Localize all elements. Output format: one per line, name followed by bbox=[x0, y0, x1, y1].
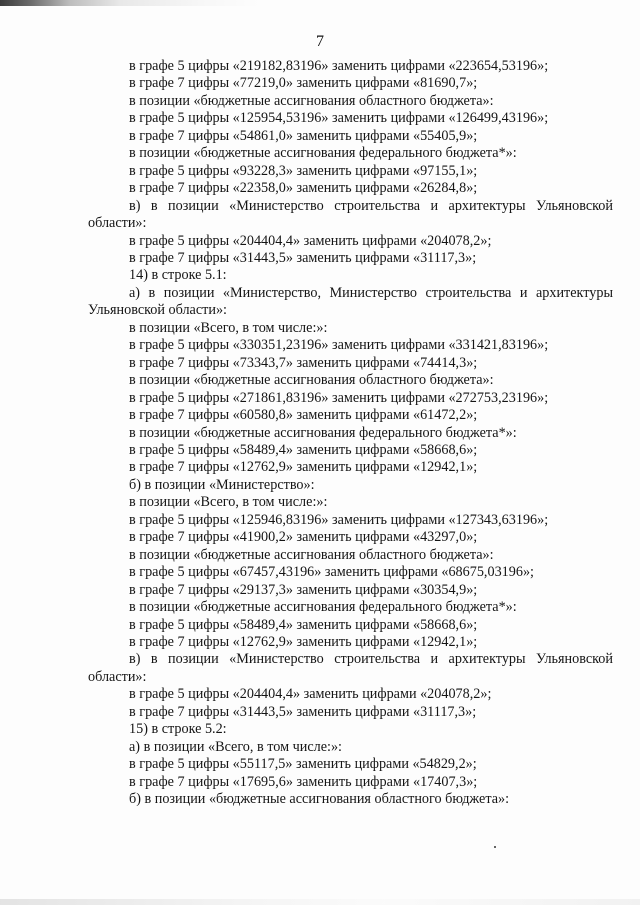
text-line: в графе 5 цифры «204404,4» заменить цифрами «204078,2»; bbox=[129, 686, 492, 703]
text-line: в графе 5 цифры «204404,4» заменить цифрами «204078,2»; bbox=[129, 232, 492, 249]
text-line: в графе 7 цифры «41900,2» заменить цифрами «43297,0»; bbox=[129, 529, 478, 546]
text-line: в графе 7 цифры «31443,5» заменить цифрами «31117,3»; bbox=[129, 249, 477, 266]
text-line: в позиции «бюджетные ассигнования областного бюджета»: bbox=[129, 92, 494, 109]
scan-edge-top bbox=[0, 0, 640, 6]
text-line: в позиции «бюджетные ассигнования областного бюджета»: bbox=[129, 372, 494, 389]
text-line: в графе 7 цифры «17695,6» заменить цифрами «17407,3»; bbox=[129, 773, 478, 790]
text-line: Ульяновской области»: bbox=[88, 302, 227, 319]
text-line: в графе 5 цифры «330351,23196» заменить цифрами «331421,83196»; bbox=[129, 337, 549, 354]
text-line: в графе 5 цифры «271861,83196» заменить цифрами «272753,23196»; bbox=[129, 389, 549, 406]
text-line: в графе 5 цифры «55117,5» заменить цифрами «54829,2»; bbox=[129, 756, 477, 773]
text-line: в позиции «бюджетные ассигнования федерального бюджета*»: bbox=[129, 599, 517, 616]
text-line: в графе 5 цифры «67457,43196» заменить цифрами «68675,03196»; bbox=[129, 564, 534, 581]
text-line: области»: bbox=[88, 215, 147, 232]
text-line: в графе 7 цифры «12762,9» заменить цифрами «12942,1»; bbox=[129, 633, 478, 650]
text-line: в графе 5 цифры «125954,53196» заменить цифрами «126499,43196»; bbox=[129, 110, 549, 127]
text-line: в) в позиции «Министерство строительства и архитектуры Ульяновской bbox=[129, 197, 613, 214]
text-line: в графе 7 цифры «31443,5» заменить цифрами «31117,3»; bbox=[129, 703, 477, 720]
text-line: в) в позиции «Министерство строительства и архитектуры Ульяновской bbox=[129, 651, 613, 668]
text-line: в графе 7 цифры «77219,0» заменить цифрами «81690,7»; bbox=[129, 75, 478, 92]
scan-speck bbox=[494, 846, 496, 848]
text-line: в графе 7 цифры «60580,8» заменить цифрами «61472,2»; bbox=[129, 407, 478, 424]
text-line: в позиции «бюджетные ассигнования федерального бюджета*»: bbox=[129, 145, 517, 162]
text-line: в графе 7 цифры «12762,9» заменить цифрами «12942,1»; bbox=[129, 459, 478, 476]
page-number: 7 bbox=[316, 33, 324, 50]
text-line: в графе 5 цифры «58489,4» заменить цифрами «58668,6»; bbox=[129, 441, 478, 458]
text-line: в графе 5 цифры «125946,83196» заменить цифрами «127343,63196»; bbox=[129, 511, 549, 528]
text-line: области»: bbox=[88, 668, 147, 685]
text-line: в графе 7 цифры «22358,0» заменить цифрами «26284,8»; bbox=[129, 180, 478, 197]
text-line: б) в позиции «бюджетные ассигнования областного бюджета»: bbox=[129, 791, 510, 808]
text-line: в позиции «Всего, в том числе:»: bbox=[129, 494, 328, 511]
text-line: в позиции «бюджетные ассигнования федерального бюджета*»: bbox=[129, 424, 517, 441]
text-line: б) в позиции «Министерство»: bbox=[129, 476, 315, 493]
text-line: в графе 7 цифры «73343,7» заменить цифрами «74414,3»; bbox=[129, 354, 478, 371]
text-line: в графе 5 цифры «219182,83196» заменить цифрами «223654,53196»; bbox=[129, 58, 549, 74]
text-line: в графе 7 цифры «54861,0» заменить цифрами «55405,9»; bbox=[129, 127, 478, 144]
text-line: а) в позиции «Министерство, Министерство строительства и архитектуры bbox=[129, 284, 613, 301]
text-line: в позиции «Всего, в том числе:»: bbox=[129, 319, 328, 336]
text-line: 15) в строке 5.2: bbox=[129, 721, 227, 738]
text-line: 14) в строке 5.1: bbox=[129, 267, 227, 284]
text-line: в графе 5 цифры «93228,3» заменить цифрами «97155,1»; bbox=[129, 162, 478, 179]
text-line: в графе 7 цифры «29137,3» заменить цифрами «30354,9»; bbox=[129, 581, 478, 598]
document-body bbox=[88, 58, 613, 808]
text-line: а) в позиции «Всего, в том числе:»: bbox=[129, 738, 342, 755]
scan-edge-bottom bbox=[0, 899, 640, 905]
text-line: в позиции «бюджетные ассигнования областного бюджета»: bbox=[129, 546, 494, 563]
text-line: в графе 5 цифры «58489,4» заменить цифрами «58668,6»; bbox=[129, 616, 478, 633]
